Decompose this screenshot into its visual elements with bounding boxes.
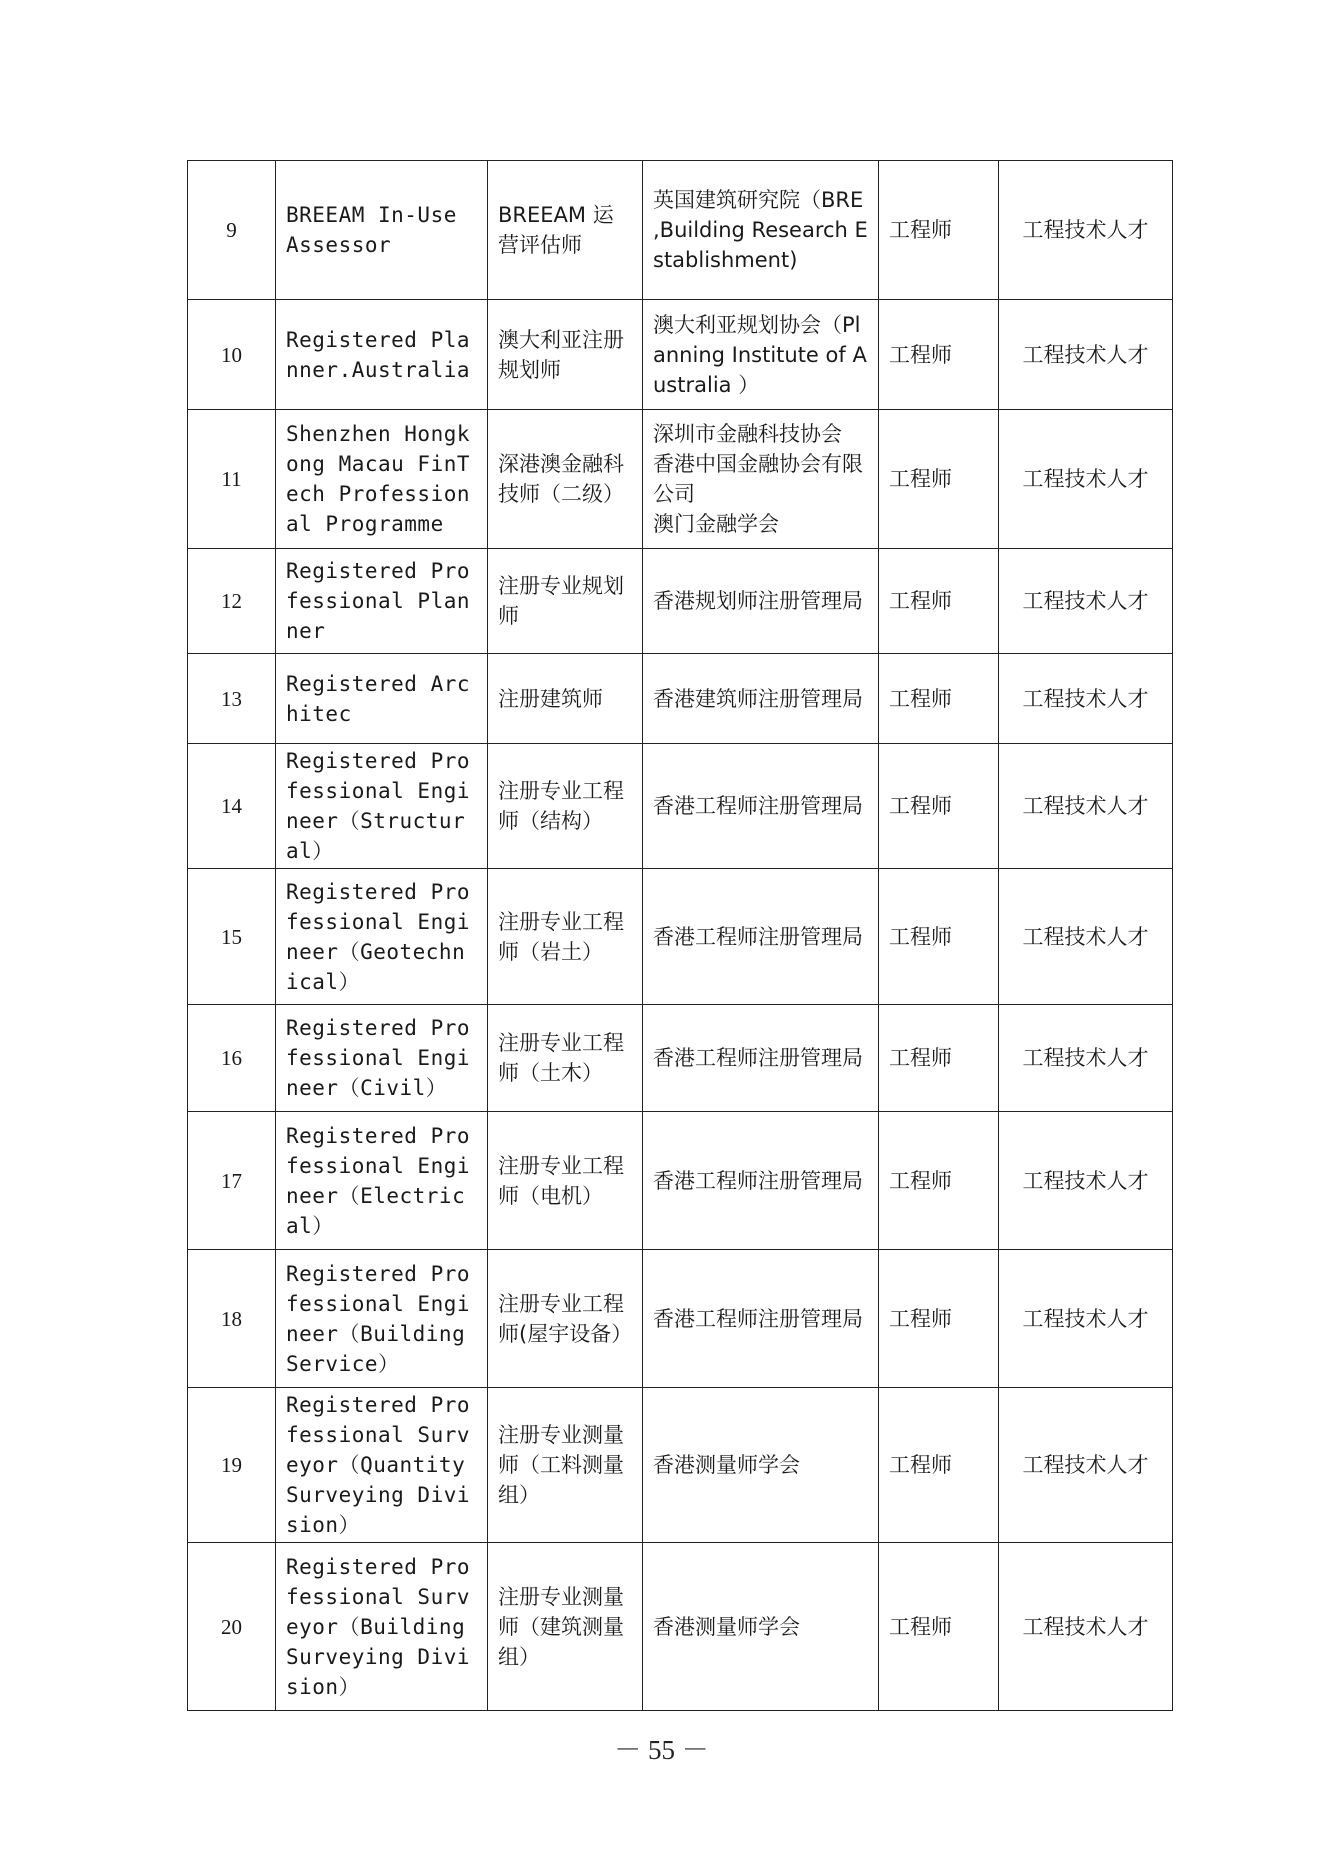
chinese-title: 注册专业测量师（工料测量组）	[488, 1388, 643, 1543]
talent-category: 工程技术人才	[999, 161, 1173, 300]
talent-category: 工程技术人才	[999, 1388, 1173, 1543]
chinese-title: 注册专业工程师（土木）	[488, 1005, 643, 1112]
issuing-organization: 深圳市金融科技协会 香港中国金融协会有限公司 澳门金融学会	[643, 410, 879, 549]
title-level: 工程师	[879, 549, 999, 654]
chinese-title: 注册建筑师	[488, 654, 643, 744]
title-level: 工程师	[879, 1112, 999, 1250]
issuing-organization: 香港测量师学会	[643, 1543, 879, 1711]
row-number: 13	[188, 654, 276, 744]
english-title: Registered Professional Engineer（Electrical）	[276, 1112, 488, 1250]
table-row	[188, 1005, 1173, 1112]
english-title: Registered Professional Engineer（Building Service）	[276, 1250, 488, 1388]
table-row	[188, 300, 1173, 410]
talent-category: 工程技术人才	[999, 410, 1173, 549]
table-row	[188, 1388, 1173, 1543]
row-number: 20	[188, 1543, 276, 1711]
english-title: Registered Architec	[276, 654, 488, 744]
title-level: 工程师	[879, 654, 999, 744]
row-number: 14	[188, 744, 276, 869]
talent-category: 工程技术人才	[999, 1112, 1173, 1250]
issuing-organization: 香港工程师注册管理局	[643, 744, 879, 869]
talent-category: 工程技术人才	[999, 1250, 1173, 1388]
row-number: 10	[188, 300, 276, 410]
table-row	[188, 654, 1173, 744]
chinese-title: 深港澳金融科技师（二级）	[488, 410, 643, 549]
talent-category: 工程技术人才	[999, 1005, 1173, 1112]
title-level: 工程师	[879, 161, 999, 300]
title-level: 工程师	[879, 410, 999, 549]
table-row	[188, 744, 1173, 869]
issuing-organization: 香港工程师注册管理局	[643, 1112, 879, 1250]
english-title: Registered Professional Surveyor（Building Surveying Division）	[276, 1543, 488, 1711]
issuing-organization: 香港工程师注册管理局	[643, 1250, 879, 1388]
row-number: 17	[188, 1112, 276, 1250]
talent-category: 工程技术人才	[999, 300, 1173, 410]
issuing-organization: 英国建筑研究院（BRE ,Building Research Establishment)	[643, 161, 879, 300]
issuing-organization: 澳大利亚规划协会（Planning Institute of Australia ）	[643, 300, 879, 410]
row-number: 16	[188, 1005, 276, 1112]
chinese-title: 注册专业工程师(屋宇设备）	[488, 1250, 643, 1388]
chinese-title: 注册专业规划师	[488, 549, 643, 654]
english-title: Registered Planner.Australia	[276, 300, 488, 410]
title-level: 工程师	[879, 1250, 999, 1388]
row-number: 12	[188, 549, 276, 654]
english-title: Registered Professional Engineer（Structural）	[276, 744, 488, 869]
english-title: Shenzhen Hongkong Macau FinTech Professional Programme	[276, 410, 488, 549]
english-title: Registered Professional Engineer（Geotechnical）	[276, 869, 488, 1005]
talent-category: 工程技术人才	[999, 744, 1173, 869]
talent-category: 工程技术人才	[999, 869, 1173, 1005]
chinese-title: 注册专业测量师（建筑测量组）	[488, 1543, 643, 1711]
issuing-organization: 香港测量师学会	[643, 1388, 879, 1543]
table-row	[188, 1543, 1173, 1711]
talent-category: 工程技术人才	[999, 1543, 1173, 1711]
chinese-title: 注册专业工程师（岩土）	[488, 869, 643, 1005]
talent-category: 工程技术人才	[999, 549, 1173, 654]
title-level: 工程师	[879, 869, 999, 1005]
row-number: 18	[188, 1250, 276, 1388]
issuing-organization: 香港规划师注册管理局	[643, 549, 879, 654]
table-row	[188, 161, 1173, 300]
chinese-title: BREEAM 运营评估师	[488, 161, 643, 300]
certification-table	[187, 160, 1173, 1711]
page-number: － 55 －	[614, 1735, 709, 1765]
title-level: 工程师	[879, 300, 999, 410]
chinese-title: 澳大利亚注册规划师	[488, 300, 643, 410]
english-title: Registered Professional Planner	[276, 549, 488, 654]
title-level: 工程师	[879, 744, 999, 869]
talent-category: 工程技术人才	[999, 654, 1173, 744]
table-row	[188, 1112, 1173, 1250]
title-level: 工程师	[879, 1005, 999, 1112]
issuing-organization: 香港工程师注册管理局	[643, 1005, 879, 1112]
table-row	[188, 1250, 1173, 1388]
table-row	[188, 549, 1173, 654]
title-level: 工程师	[879, 1388, 999, 1543]
row-number: 11	[188, 410, 276, 549]
chinese-title: 注册专业工程师（结构）	[488, 744, 643, 869]
english-title: Registered Professional Surveyor（Quantity Surveying Division）	[276, 1388, 488, 1543]
english-title: BREEAM In-Use Assessor	[276, 161, 488, 300]
table-row	[188, 869, 1173, 1005]
english-title: Registered Professional Engineer（Civil）	[276, 1005, 488, 1112]
title-level: 工程师	[879, 1543, 999, 1711]
chinese-title: 注册专业工程师（电机）	[488, 1112, 643, 1250]
issuing-organization: 香港建筑师注册管理局	[643, 654, 879, 744]
issuing-organization: 香港工程师注册管理局	[643, 869, 879, 1005]
row-number: 9	[188, 161, 276, 300]
table-row	[188, 410, 1173, 549]
row-number: 19	[188, 1388, 276, 1543]
row-number: 15	[188, 869, 276, 1005]
